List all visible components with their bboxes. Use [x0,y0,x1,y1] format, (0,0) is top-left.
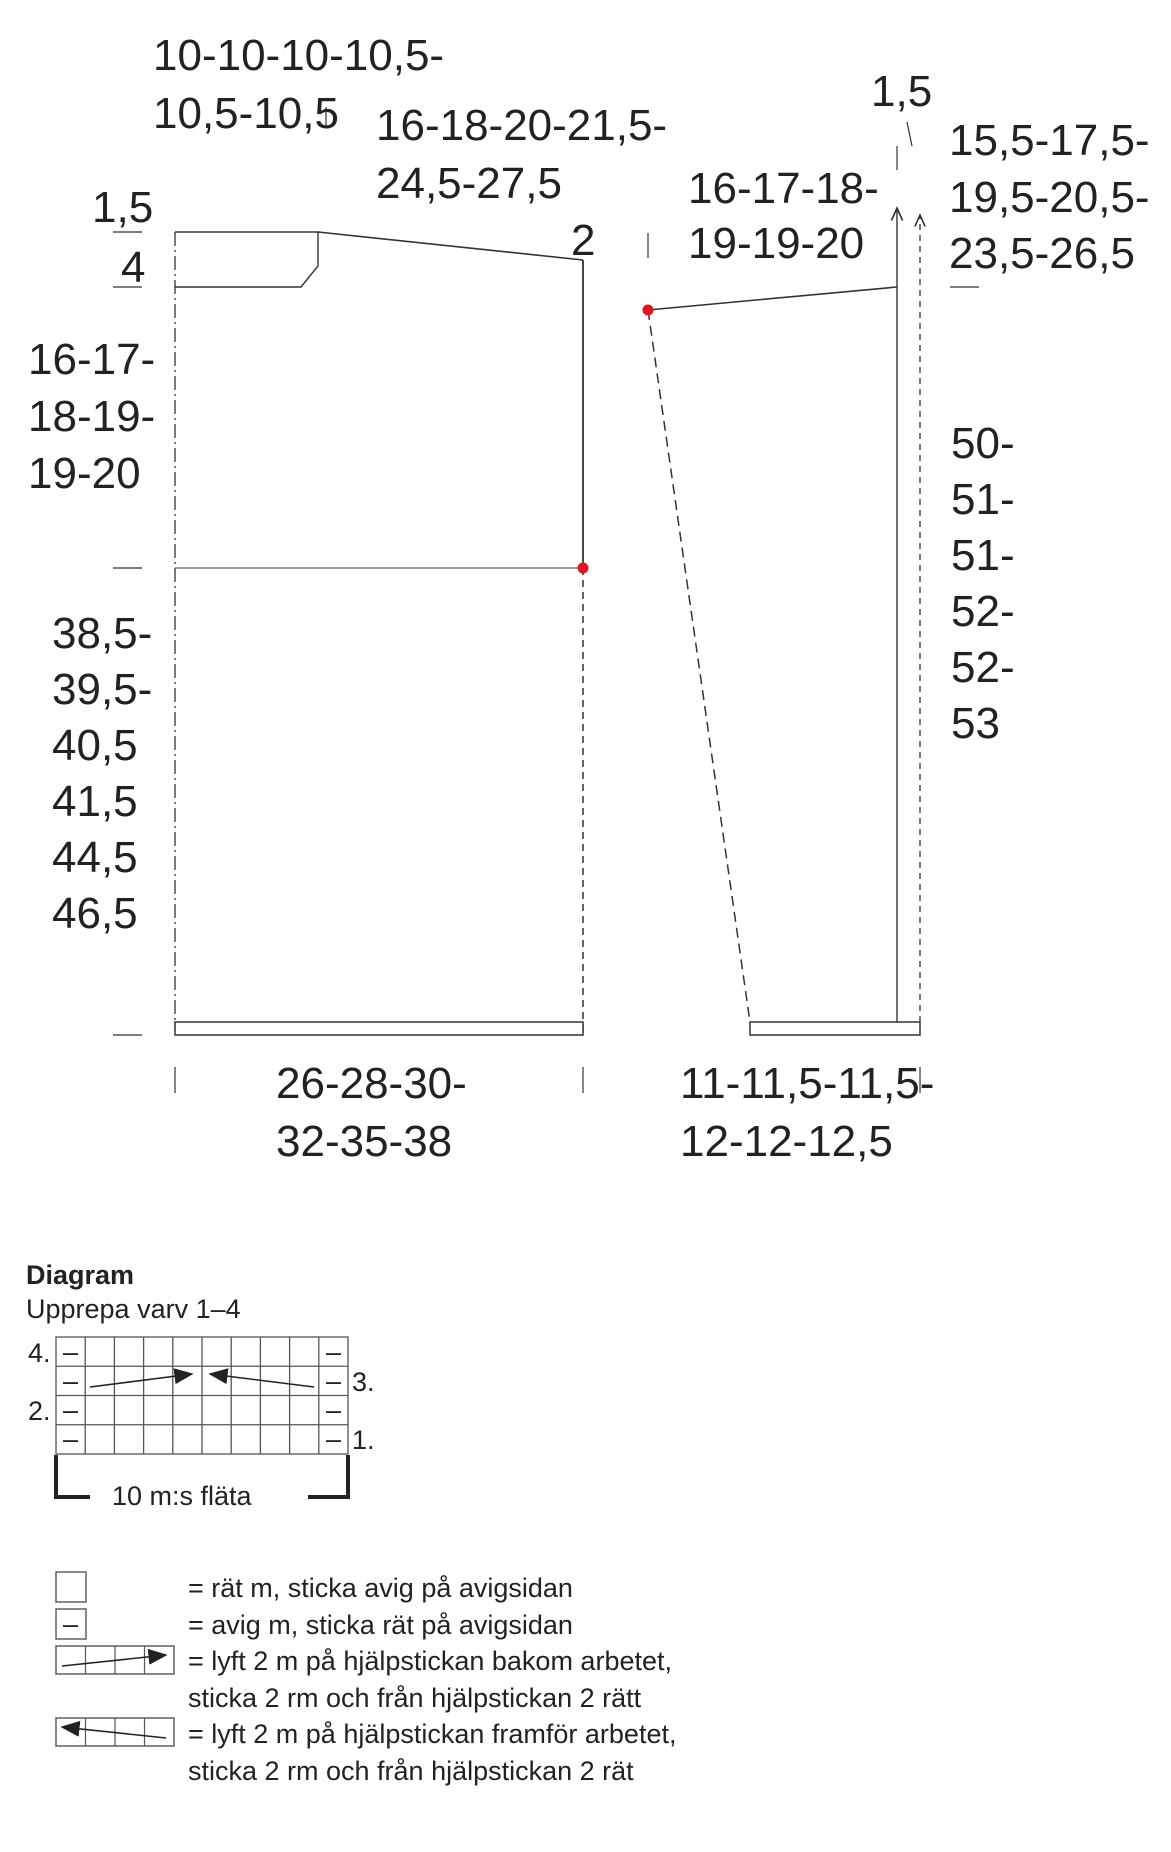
sleeve-length-label: 52- [951,587,1015,636]
legend-text-left-cross: sticka 2 rm och från hjälpstickan 2 rät [188,1756,634,1786]
legend-text-purl: = avig m, sticka rät på avigsidan [188,1610,573,1640]
sleeve-length-label: 50- [951,419,1015,468]
chart-subtitle: Upprepa varv 1–4 [26,1294,241,1324]
stitch-chart [26,1260,375,1511]
body-width-label: 26-28-30- [276,1059,467,1108]
row-label-1: 1. [352,1425,375,1455]
row-label-4: 4. [28,1338,51,1368]
purl-symbol: – [63,1609,79,1639]
sleeve-top-width-label: 15,5-17,5- [949,116,1150,165]
armhole-depth-label: 18-19- [28,392,156,441]
right-cross-icon [90,1374,192,1387]
shoulder-top-label: 10,5-10,5 [153,89,339,138]
chart-legend [56,1572,676,1786]
right-cross-icon [56,1646,174,1674]
sleeve-length-label: 51- [951,475,1015,524]
shoulder-drop-label: 2 [571,216,596,265]
armhole-depth-label: 19-20 [28,449,141,498]
sleeve-length-label: 52- [951,643,1015,692]
purl-symbol: – [63,1424,79,1454]
purl-symbol: – [326,1337,342,1367]
sleeve-top-width-label: 19,5-20,5- [949,173,1150,222]
left-cross-icon [56,1718,174,1746]
sleeve-schematic [643,67,1150,1166]
side-length-label: 46,5 [52,889,138,938]
underarm-marker-dot [578,563,589,574]
neck-depth-label: 1,5 [92,183,154,232]
body-width-label: 32-35-38 [276,1117,453,1166]
purl-symbol: – [326,1424,342,1454]
sleeve-length-label: 51- [951,531,1015,580]
side-length-label: 44,5 [52,833,138,882]
legend-text-knit: = rät m, sticka avig på avigsidan [188,1573,573,1603]
sleeve-cuff-label: 11-11,5-11,5- [680,1059,935,1108]
side-length-label: 40,5 [52,721,138,770]
sleeve-length-label: 53 [951,699,1000,748]
shoulder-width-label: 24,5-27,5 [376,159,562,208]
purl-symbol: – [326,1395,342,1425]
sleeve-cuff-band [750,1022,920,1035]
side-length-label: 41,5 [52,777,138,826]
tick [907,122,912,146]
legend-text-left-cross: = lyft 2 m på hjälpstickan framför arbetet, [188,1719,677,1749]
body-schematic [28,31,667,1166]
row-label-2: 2. [28,1396,51,1426]
legend-text-right-cross: = lyft 2 m på hjälpstickan bakom arbetet, [188,1646,672,1676]
sleeve-seam-line [648,310,750,1022]
side-length-label: 39,5- [52,665,153,714]
neck-depth-label: 4 [121,243,146,292]
row-label-3: 3. [352,1367,375,1397]
purl-symbol: – [63,1337,79,1367]
armhole-depth-label: 16-17- [28,335,156,384]
legend-text-right-cross: sticka 2 rm och från hjälpstickan 2 rätt [188,1683,642,1713]
purl-symbol: – [63,1395,79,1425]
repeat-label: 10 m:s fläta [112,1481,252,1511]
shoulder-line [318,232,583,260]
chart-grid-lines [56,1337,348,1454]
shoulder-width-label: 16-18-20-21,5- [376,101,668,150]
sleeve-top-small-label: 1,5 [871,67,933,116]
chart-title: Diagram [26,1260,135,1290]
sleeve-top-width-label: 23,5-26,5 [949,229,1135,278]
purl-symbol: – [326,1366,342,1396]
shoulder-top-label: 10-10-10-10,5- [153,31,445,80]
body-hem-band [175,1022,583,1035]
side-length-label: 38,5- [52,609,153,658]
sleeve-cap-line [648,287,897,310]
left-cross-icon [210,1374,314,1387]
neck-shape [175,232,318,287]
knit-square-icon [56,1572,86,1602]
sleeve-cap-label: 16-17-18- [688,164,879,213]
sleeve-marker-dot [643,305,654,316]
sleeve-cap-label: 19-19-20 [688,219,865,268]
purl-symbol: – [63,1366,79,1396]
sleeve-cuff-label: 12-12-12,5 [680,1117,893,1166]
